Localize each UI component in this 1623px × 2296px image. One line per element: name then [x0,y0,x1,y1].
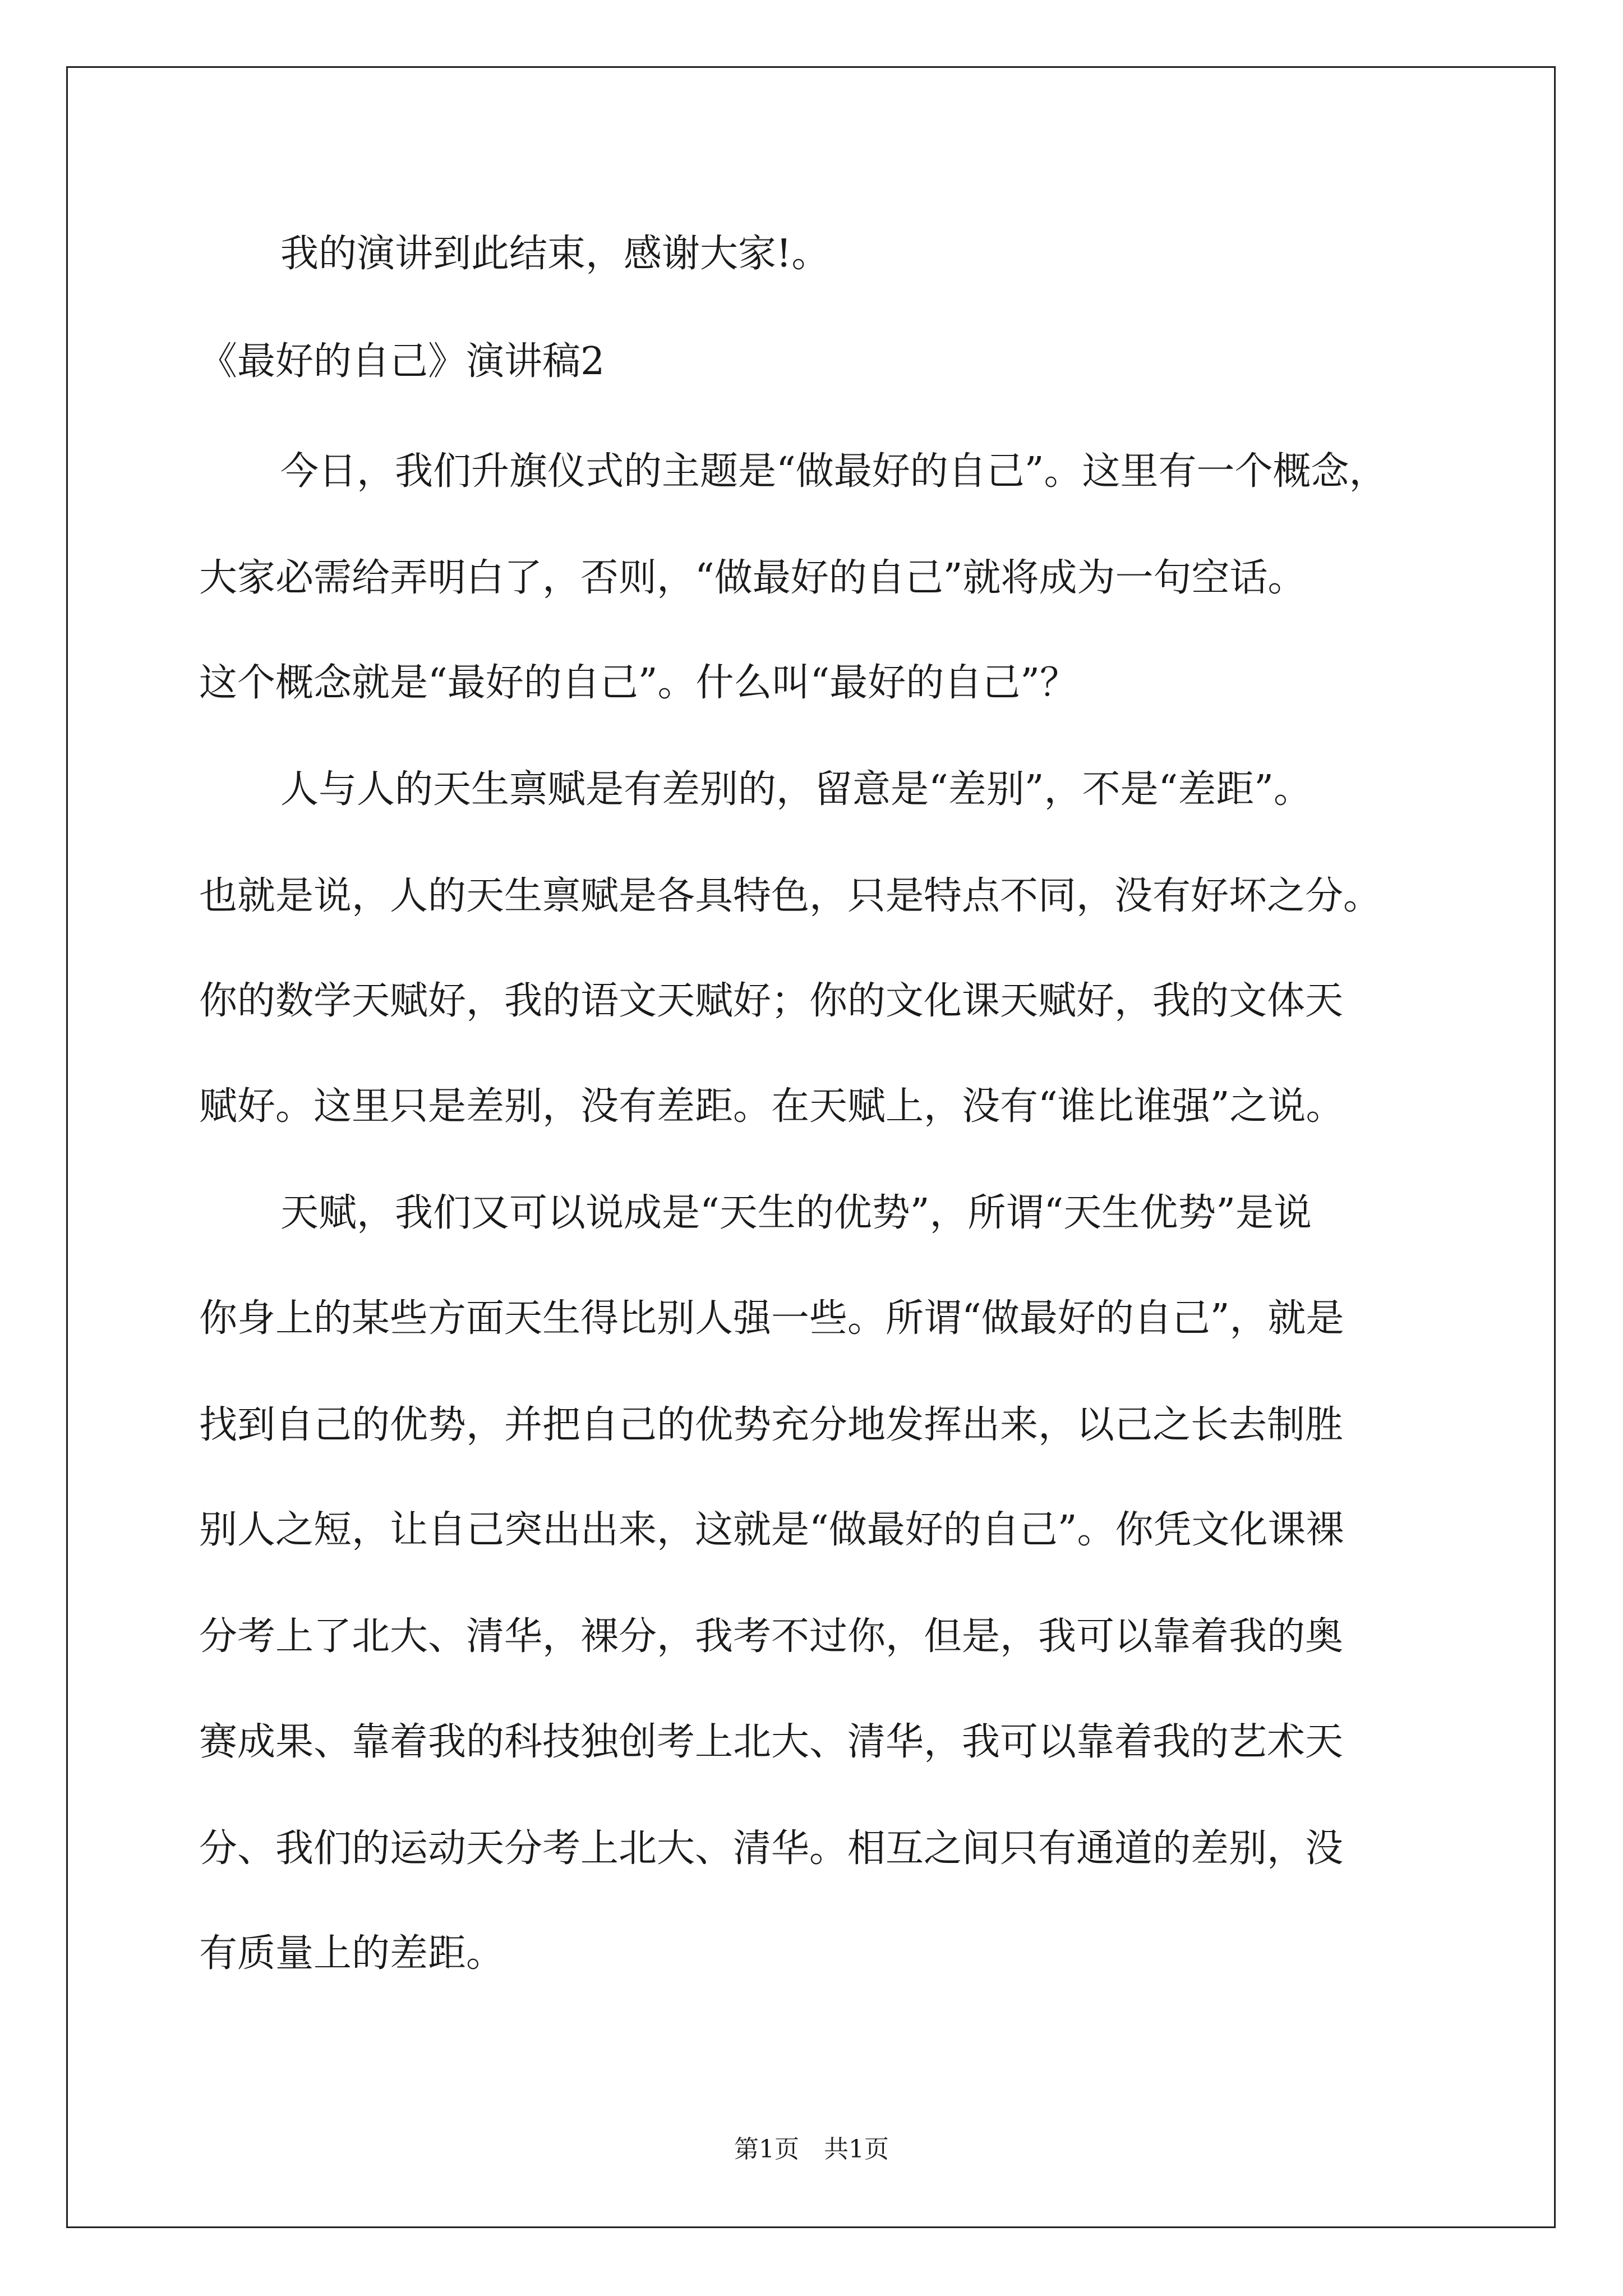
text-line: 大家必需给弄明白了，否则，“做最好的自己”就将成为一句空话。 [199,556,1306,600]
page-footer: 第1页 共1页 [734,2135,889,2164]
text-line: 你的数学天赋好，我的语文天赋好；你的文化课天赋好，我的文体天 [199,979,1344,1023]
closing-line: 我的演讲到此结束，感谢大家!。 [280,232,830,276]
text-line: 这个概念就是“最好的自己”。什么叫“最好的自己”？ [199,661,1078,705]
text-line: 也就是说，人的天生禀赋是各具特色，只是特点不同，没有好坏之分。 [199,874,1382,918]
text-line: 别人之短，让自己突出出来，这就是“做最好的自己”。你凭文化课裸 [199,1508,1344,1552]
text-line: 今日，我们升旗仪式的主题是“做最好的自己”。这里有一个概念， [280,449,1387,494]
text-line: 人与人的天生禀赋是有差别的，留意是“差别”，不是“差距”。 [280,767,1312,812]
text-line: 分、我们的运动天分考上北大、清华。相互之间只有通道的差别，没 [199,1826,1344,1871]
text-line: 赛成果、靠着我的科技独创考上北大、清华，我可以靠着我的艺术天 [199,1720,1344,1764]
text-line: 赋好。这里只是差别，没有差距。在天赋上，没有“谁比谁强”之说。 [199,1084,1344,1129]
text-line: 找到自己的优势，并把自己的优势充分地发挥出来，以己之长去制胜 [199,1403,1344,1447]
text-line: 天赋，我们又可以说成是“天生的优势”，所谓“天生优势”是说 [280,1191,1312,1235]
text-line: 有质量上的差距。 [199,1931,505,1976]
section-title: 《最好的自己》演讲稿2 [199,339,605,384]
page-border [66,66,1556,2228]
text-line: 你身上的某些方面天生得比别人强一些。所谓“做最好的自己”，就是 [199,1296,1344,1341]
text-line: 分考上了北大、清华，裸分，我考不过你，但是，我可以靠着我的奥 [199,1614,1344,1659]
